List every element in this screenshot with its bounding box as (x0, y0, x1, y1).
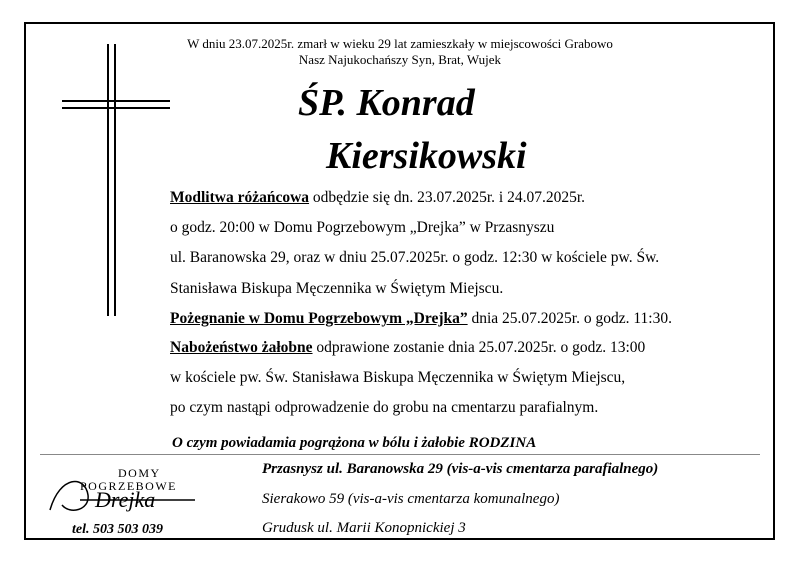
logo-text-drejka: Drejka (95, 487, 156, 512)
farewell-text: dnia 25.07.2025r. o godz. 11:30. (467, 310, 672, 327)
family-relation-line: Nasz Najukochańszy Syn, Brat, Wujek (298, 52, 502, 67)
farewell-label: Pożegnanie w Domu Pogrzebowym „Drejka” (170, 310, 468, 327)
death-announcement-line: W dniu 23.07.2025r. zmarł w wieku 29 lat zamieszkały w miejscowości Grabowo (187, 36, 613, 51)
rosary-paragraph (170, 188, 585, 208)
deceased-name-first: ŚP. Konrad (298, 82, 475, 124)
service-text: odprawione zostanie dnia 25.07.2025r. o godz. 13:00 (312, 339, 646, 356)
footer-divider (40, 454, 760, 455)
address-sierakowo: Sierakowo 59 (vis-a-vis cmentarza komunalnego) (262, 491, 560, 507)
body-line-2: o godz. 20:00 w Domu Pogrzebowym „Drejka” w Przasnyszu (170, 219, 555, 236)
phone-number: tel. 503 503 039 (72, 522, 163, 537)
farewell-paragraph (170, 309, 672, 329)
family-closing: O czym powiadamia pogrążona w bólu i żałobie RODZINA (172, 435, 537, 451)
logo-text-domy: DOMY (118, 466, 161, 480)
address-przasnysz: Przasnysz ul. Baranowska 29 (vis-a-vis cmentarza parafialnego) (262, 461, 659, 477)
service-label: Nabożeństwo żałobne (170, 339, 313, 356)
rosary-text: odbędzie się dn. 23.07.2025r. i 24.07.2025r. (309, 189, 586, 206)
service-paragraph (170, 338, 645, 358)
address-grudusk: Grudusk ul. Marii Konopnickiej 3 (262, 520, 466, 536)
deceased-name-last: Kiersikowski (326, 135, 527, 177)
body-line-8: po czym nastąpi odprowadzenie do grobu na cmentarzu parafialnym. (170, 399, 599, 416)
body-line-4: Stanisława Biskupa Męczennika w Świętym Miejscu. (170, 280, 504, 297)
rosary-label: Modlitwa różańcowa (170, 189, 310, 206)
body-line-3: ul. Baranowska 29, oraz w dniu 25.07.2025r. o godz. 12:30 w kościele pw. Św. (170, 249, 660, 266)
logo-text-pogrzebowe: POGRZEBOWE (80, 479, 177, 493)
body-line-7: w kościele pw. Św. Stanisława Biskupa Męczennika w Świętym Miejscu, (170, 369, 626, 386)
